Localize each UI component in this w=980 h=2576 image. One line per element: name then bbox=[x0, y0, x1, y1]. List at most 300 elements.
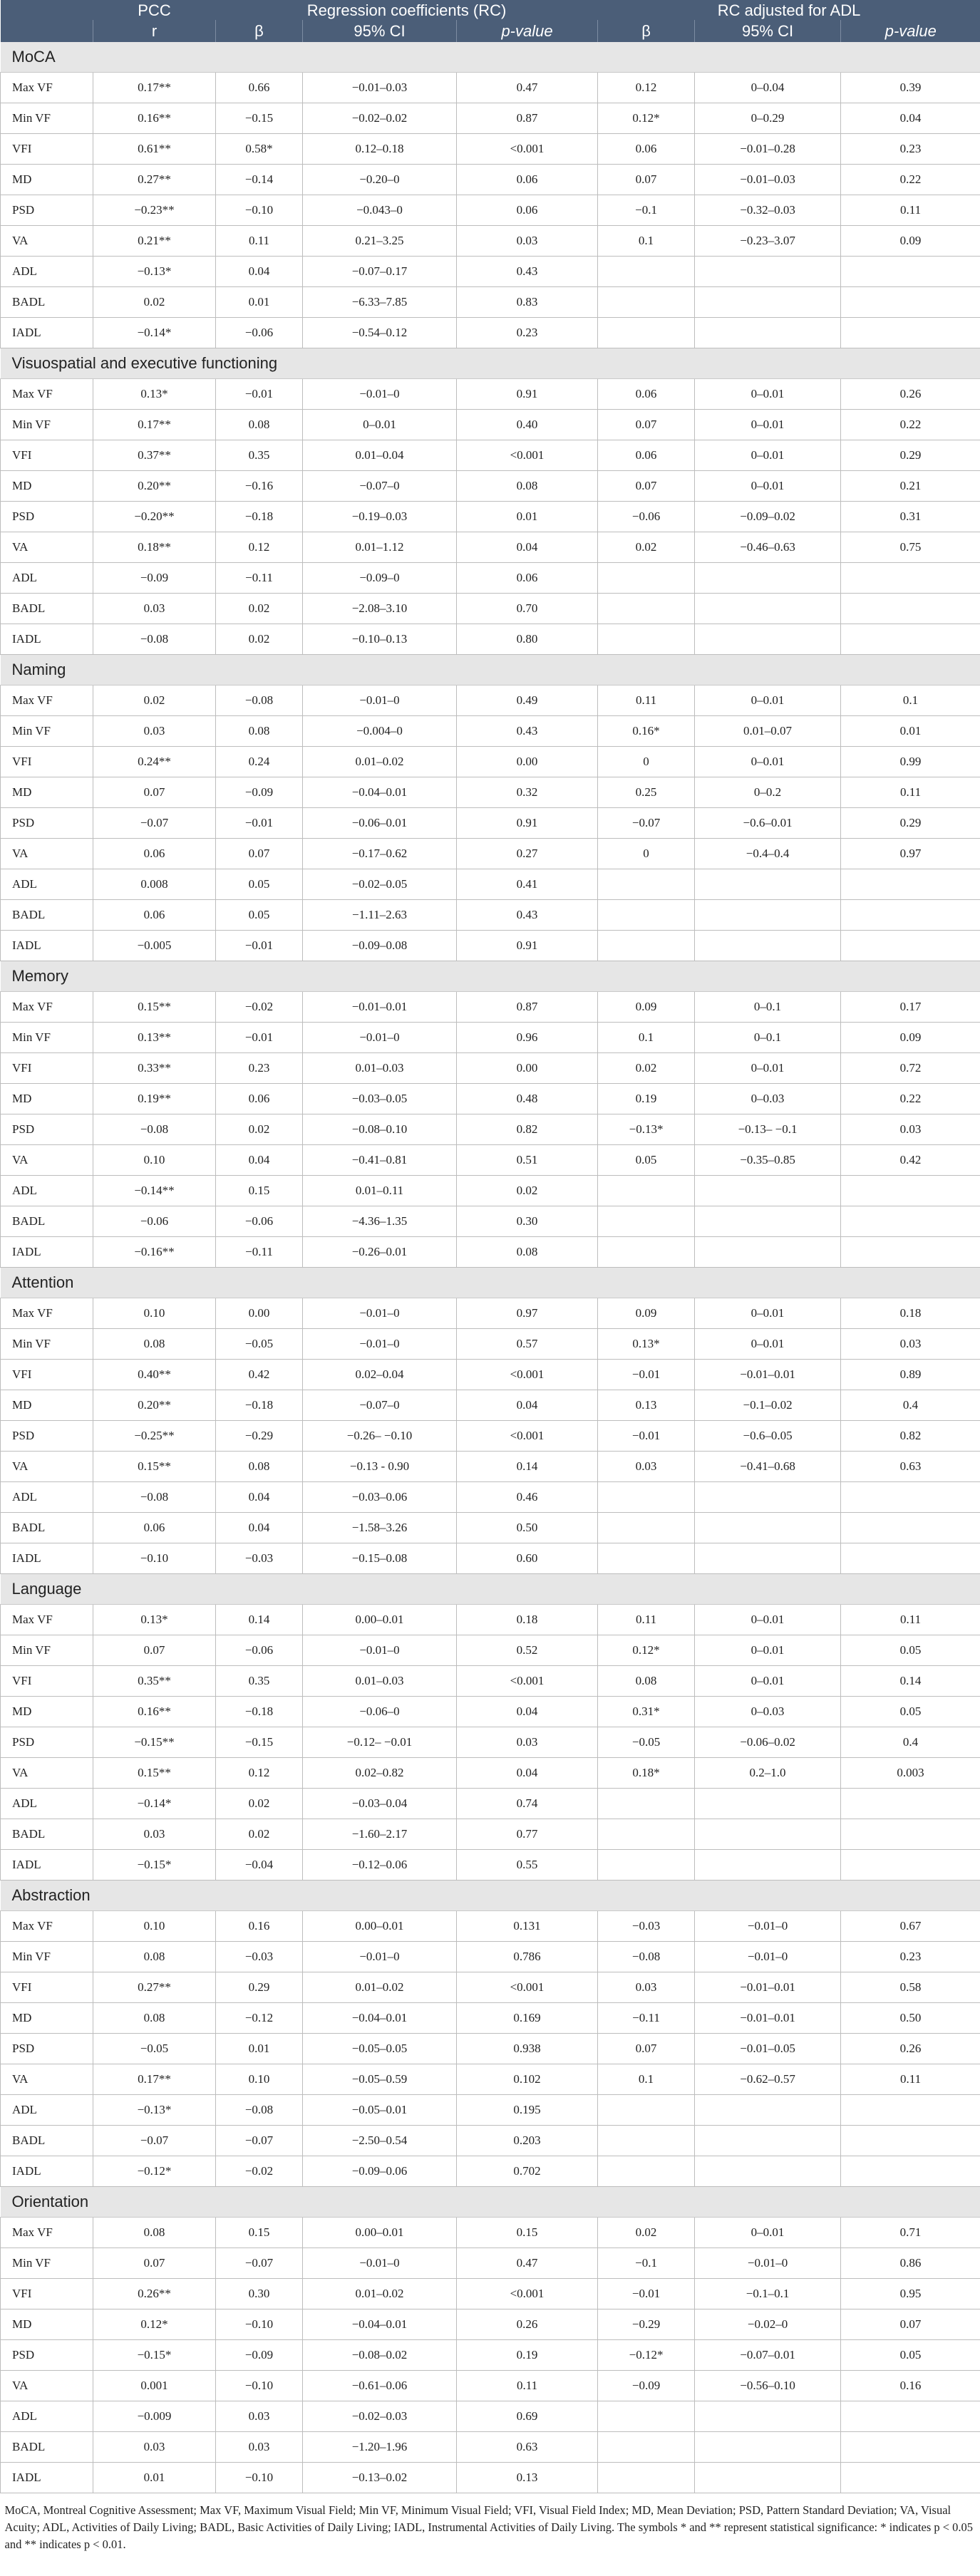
table-row bbox=[1, 1360, 980, 1390]
cell-ci: −0.61–0.06 bbox=[303, 2371, 457, 2401]
cell-adj-beta: 0.06 bbox=[598, 379, 695, 410]
cell-variable: PSD bbox=[1, 2340, 93, 2371]
cell-variable: Min VF bbox=[1, 1942, 93, 1972]
cell-ci: −0.02–0.03 bbox=[303, 2401, 457, 2432]
cell-r: 0.33** bbox=[93, 1053, 216, 1084]
cell-ci: −0.12–0.06 bbox=[303, 1850, 457, 1881]
table-row bbox=[1, 777, 980, 808]
cell-r: 0.15** bbox=[93, 992, 216, 1023]
cell-adj-p-value bbox=[841, 1237, 980, 1268]
cell-adj-p-value: 0.14 bbox=[841, 1666, 980, 1697]
cell-adj-ci bbox=[695, 257, 841, 287]
cell-adj-p-value: 0.09 bbox=[841, 1023, 980, 1053]
cell-beta: −0.15 bbox=[216, 103, 303, 134]
section-row bbox=[1, 42, 980, 73]
cell-beta: 0.35 bbox=[216, 1666, 303, 1697]
cell-adj-ci: −0.01–0.05 bbox=[695, 2034, 841, 2064]
cell-adj-p-value: 0.16 bbox=[841, 2371, 980, 2401]
cell-adj-p-value: 0.09 bbox=[841, 226, 980, 257]
header-adj-beta: β bbox=[598, 20, 695, 42]
cell-adj-beta bbox=[598, 318, 695, 348]
cell-beta: 0.07 bbox=[216, 839, 303, 869]
cell-r: 0.21** bbox=[93, 226, 216, 257]
cell-p-value: 0.41 bbox=[457, 869, 598, 900]
cell-p-value: <0.001 bbox=[457, 1972, 598, 2003]
table-row bbox=[1, 808, 980, 839]
cell-adj-beta: −0.01 bbox=[598, 1360, 695, 1390]
cell-adj-beta: 0.08 bbox=[598, 1666, 695, 1697]
cell-adj-beta: −0.29 bbox=[598, 2309, 695, 2340]
cell-adj-beta: −0.01 bbox=[598, 2279, 695, 2309]
cell-adj-ci: −0.01–0.28 bbox=[695, 134, 841, 165]
cell-beta: −0.03 bbox=[216, 1942, 303, 1972]
cell-adj-p-value: 0.75 bbox=[841, 532, 980, 563]
cell-p-value: 0.195 bbox=[457, 2095, 598, 2126]
cell-p-value: 0.19 bbox=[457, 2340, 598, 2371]
cell-variable: BADL bbox=[1, 594, 93, 624]
cell-r: −0.08 bbox=[93, 1114, 216, 1145]
cell-variable: BADL bbox=[1, 1513, 93, 1543]
cell-r: −0.13* bbox=[93, 2095, 216, 2126]
cell-p-value: 0.11 bbox=[457, 2371, 598, 2401]
cell-variable: ADL bbox=[1, 869, 93, 900]
cell-p-value: 0.06 bbox=[457, 563, 598, 594]
cell-adj-p-value: 0.4 bbox=[841, 1390, 980, 1421]
cell-ci: −0.08–0.10 bbox=[303, 1114, 457, 1145]
cell-ci: −0.09–0 bbox=[303, 563, 457, 594]
cell-variable: Max VF bbox=[1, 686, 93, 716]
cell-adj-ci: 0.01–0.07 bbox=[695, 716, 841, 747]
cell-adj-p-value bbox=[841, 1176, 980, 1206]
cell-adj-ci: −0.01–0 bbox=[695, 1911, 841, 1942]
header-beta: β bbox=[216, 20, 303, 42]
section-title: Language bbox=[1, 1574, 980, 1605]
table-row bbox=[1, 73, 980, 103]
cell-adj-beta: −0.06 bbox=[598, 502, 695, 532]
cell-adj-ci: −0.1–0.1 bbox=[695, 2279, 841, 2309]
cell-variable: MD bbox=[1, 471, 93, 502]
cell-adj-p-value: 0.42 bbox=[841, 1145, 980, 1176]
cell-variable: PSD bbox=[1, 502, 93, 532]
cell-p-value: 0.69 bbox=[457, 2401, 598, 2432]
cell-beta: 0.08 bbox=[216, 1452, 303, 1482]
cell-p-value: 0.23 bbox=[457, 318, 598, 348]
cell-adj-ci bbox=[695, 2126, 841, 2156]
cell-ci: 0.01–0.11 bbox=[303, 1176, 457, 1206]
cell-ci: 0.00–0.01 bbox=[303, 1605, 457, 1635]
cell-adj-p-value: 0.05 bbox=[841, 2340, 980, 2371]
cell-adj-beta bbox=[598, 1850, 695, 1881]
table-row bbox=[1, 103, 980, 134]
table-row bbox=[1, 1145, 980, 1176]
cell-adj-p-value bbox=[841, 287, 980, 318]
cell-adj-ci bbox=[695, 287, 841, 318]
cell-r: −0.07 bbox=[93, 808, 216, 839]
cell-adj-ci bbox=[695, 2156, 841, 2187]
cell-p-value: 0.91 bbox=[457, 808, 598, 839]
cell-r: −0.009 bbox=[93, 2401, 216, 2432]
cell-p-value: <0.001 bbox=[457, 1360, 598, 1390]
cell-beta: 0.58* bbox=[216, 134, 303, 165]
cell-r: 0.08 bbox=[93, 2218, 216, 2248]
cell-adj-p-value: 0.58 bbox=[841, 1972, 980, 2003]
cell-adj-ci bbox=[695, 1513, 841, 1543]
cell-beta: −0.29 bbox=[216, 1421, 303, 1452]
cell-ci: −0.17–0.62 bbox=[303, 839, 457, 869]
cell-adj-beta bbox=[598, 257, 695, 287]
cell-beta: 0.01 bbox=[216, 2034, 303, 2064]
table-row bbox=[1, 1298, 980, 1329]
cell-r: 0.15** bbox=[93, 1452, 216, 1482]
cell-adj-beta: −0.07 bbox=[598, 808, 695, 839]
cell-variable: ADL bbox=[1, 1789, 93, 1819]
cell-p-value: 0.43 bbox=[457, 716, 598, 747]
cell-p-value: <0.001 bbox=[457, 1421, 598, 1452]
section-title: Orientation bbox=[1, 2187, 980, 2218]
cell-adj-p-value: 0.89 bbox=[841, 1360, 980, 1390]
cell-variable: Max VF bbox=[1, 1911, 93, 1942]
cell-adj-p-value: 0.11 bbox=[841, 777, 980, 808]
cell-ci: 0.02–0.82 bbox=[303, 1758, 457, 1789]
cell-p-value: 0.70 bbox=[457, 594, 598, 624]
cell-variable: PSD bbox=[1, 1421, 93, 1452]
cell-p-value: 0.15 bbox=[457, 2218, 598, 2248]
table-row bbox=[1, 2034, 980, 2064]
cell-ci: −1.58–3.26 bbox=[303, 1513, 457, 1543]
cell-p-value: 0.00 bbox=[457, 747, 598, 777]
cell-beta: 0.11 bbox=[216, 226, 303, 257]
cell-adj-beta: 0.12* bbox=[598, 103, 695, 134]
cell-adj-ci: 0–0.1 bbox=[695, 1023, 841, 1053]
table-row bbox=[1, 2003, 980, 2034]
cell-r: −0.15** bbox=[93, 1727, 216, 1758]
cell-p-value: 0.96 bbox=[457, 1023, 598, 1053]
cell-ci: −0.08–0.02 bbox=[303, 2340, 457, 2371]
cell-p-value: 0.00 bbox=[457, 1053, 598, 1084]
cell-adj-ci: 0–0.29 bbox=[695, 103, 841, 134]
cell-adj-beta: 0.1 bbox=[598, 2064, 695, 2095]
cell-variable: BADL bbox=[1, 1206, 93, 1237]
cell-beta: −0.11 bbox=[216, 563, 303, 594]
cell-adj-p-value bbox=[841, 2401, 980, 2432]
cell-r: 0.16** bbox=[93, 1697, 216, 1727]
cell-adj-beta: −0.01 bbox=[598, 1421, 695, 1452]
cell-adj-beta bbox=[598, 594, 695, 624]
cell-beta: 0.00 bbox=[216, 1298, 303, 1329]
cell-adj-ci: −0.02–0 bbox=[695, 2309, 841, 2340]
cell-adj-ci bbox=[695, 1237, 841, 1268]
cell-adj-p-value: 0.11 bbox=[841, 2064, 980, 2095]
cell-ci: −2.08–3.10 bbox=[303, 594, 457, 624]
header-row-top bbox=[1, 0, 980, 20]
table-row bbox=[1, 1329, 980, 1360]
cell-p-value: 0.27 bbox=[457, 839, 598, 869]
cell-p-value: 0.60 bbox=[457, 1543, 598, 1574]
table-row bbox=[1, 1697, 980, 1727]
cell-adj-beta: 0.16* bbox=[598, 716, 695, 747]
cell-ci: −0.26–0.01 bbox=[303, 1237, 457, 1268]
cell-adj-ci: 0–0.01 bbox=[695, 2218, 841, 2248]
cell-beta: −0.11 bbox=[216, 1237, 303, 1268]
cell-beta: −0.18 bbox=[216, 1697, 303, 1727]
cell-ci: −0.01–0 bbox=[303, 1298, 457, 1329]
cell-variable: VFI bbox=[1, 1053, 93, 1084]
table-row bbox=[1, 532, 980, 563]
table-row bbox=[1, 410, 980, 440]
cell-variable: MD bbox=[1, 1084, 93, 1114]
cell-r: 0.26** bbox=[93, 2279, 216, 2309]
cell-adj-beta: −0.08 bbox=[598, 1942, 695, 1972]
cell-p-value: 0.03 bbox=[457, 226, 598, 257]
cell-adj-p-value: 0.11 bbox=[841, 1605, 980, 1635]
cell-beta: −0.02 bbox=[216, 2156, 303, 2187]
cell-p-value: 0.938 bbox=[457, 2034, 598, 2064]
cell-adj-p-value: 0.39 bbox=[841, 73, 980, 103]
cell-adj-ci: −0.01–0.03 bbox=[695, 165, 841, 195]
cell-p-value: 0.63 bbox=[457, 2432, 598, 2463]
cell-adj-beta bbox=[598, 2463, 695, 2493]
header-pcc: PCC bbox=[138, 1, 171, 19]
cell-adj-p-value bbox=[841, 1789, 980, 1819]
cell-p-value: 0.04 bbox=[457, 532, 598, 563]
cell-adj-ci: 0–0.01 bbox=[695, 379, 841, 410]
cell-ci: −1.20–1.96 bbox=[303, 2432, 457, 2463]
cell-adj-beta: 0 bbox=[598, 747, 695, 777]
cell-adj-ci bbox=[695, 1850, 841, 1881]
cell-beta: 0.02 bbox=[216, 1819, 303, 1850]
cell-adj-beta: −0.12* bbox=[598, 2340, 695, 2371]
cell-variable: MD bbox=[1, 2003, 93, 2034]
cell-beta: −0.06 bbox=[216, 1635, 303, 1666]
table-row bbox=[1, 2340, 980, 2371]
cell-variable: Min VF bbox=[1, 1329, 93, 1360]
table-row bbox=[1, 2463, 980, 2493]
cell-ci: −0.10–0.13 bbox=[303, 624, 457, 655]
cell-adj-ci: −0.13– −0.1 bbox=[695, 1114, 841, 1145]
cell-p-value: 0.18 bbox=[457, 1605, 598, 1635]
cell-beta: −0.05 bbox=[216, 1329, 303, 1360]
section-row bbox=[1, 1881, 980, 1911]
cell-adj-ci: 0–0.01 bbox=[695, 471, 841, 502]
cell-variable: IADL bbox=[1, 1237, 93, 1268]
cell-p-value: 0.203 bbox=[457, 2126, 598, 2156]
cell-p-value: 0.03 bbox=[457, 1727, 598, 1758]
cell-ci: 0.01–0.02 bbox=[303, 747, 457, 777]
cell-p-value: <0.001 bbox=[457, 440, 598, 471]
cell-variable: MD bbox=[1, 1390, 93, 1421]
cell-r: −0.005 bbox=[93, 931, 216, 961]
table-row bbox=[1, 1605, 980, 1635]
cell-r: −0.06 bbox=[93, 1206, 216, 1237]
cell-r: 0.12* bbox=[93, 2309, 216, 2340]
cell-r: 0.06 bbox=[93, 900, 216, 931]
cell-beta: 0.10 bbox=[216, 2064, 303, 2095]
cell-adj-p-value: 0.67 bbox=[841, 1911, 980, 1942]
cell-adj-beta: −0.09 bbox=[598, 2371, 695, 2401]
table-row bbox=[1, 2371, 980, 2401]
cell-r: −0.05 bbox=[93, 2034, 216, 2064]
cell-adj-beta: 0.13 bbox=[598, 1390, 695, 1421]
cell-beta: −0.01 bbox=[216, 1023, 303, 1053]
cell-r: −0.10 bbox=[93, 1543, 216, 1574]
cell-r: 0.35** bbox=[93, 1666, 216, 1697]
cell-beta: −0.10 bbox=[216, 195, 303, 226]
cell-r: 0.27** bbox=[93, 165, 216, 195]
cell-beta: −0.08 bbox=[216, 2095, 303, 2126]
cell-ci: −1.60–2.17 bbox=[303, 1819, 457, 1850]
section-title: Attention bbox=[1, 1268, 980, 1298]
cell-adj-beta: 0.12 bbox=[598, 73, 695, 103]
header-blank bbox=[1, 0, 93, 20]
cell-beta: −0.07 bbox=[216, 2248, 303, 2279]
cell-r: 0.27** bbox=[93, 1972, 216, 2003]
cell-r: −0.07 bbox=[93, 2126, 216, 2156]
cell-p-value: 0.47 bbox=[457, 2248, 598, 2279]
cell-ci: −0.04–0.01 bbox=[303, 777, 457, 808]
table-row bbox=[1, 226, 980, 257]
cell-adj-ci: 0–0.01 bbox=[695, 440, 841, 471]
cell-p-value: <0.001 bbox=[457, 134, 598, 165]
cell-ci: −0.004–0 bbox=[303, 716, 457, 747]
cell-r: −0.15* bbox=[93, 2340, 216, 2371]
section-row bbox=[1, 655, 980, 686]
table-row bbox=[1, 1942, 980, 1972]
table-row bbox=[1, 1482, 980, 1513]
cell-adj-p-value: 0.23 bbox=[841, 134, 980, 165]
cell-adj-ci: −0.6–0.05 bbox=[695, 1421, 841, 1452]
cell-adj-ci bbox=[695, 563, 841, 594]
cell-adj-beta bbox=[598, 1543, 695, 1574]
cell-p-value: 0.49 bbox=[457, 686, 598, 716]
cell-beta: −0.14 bbox=[216, 165, 303, 195]
cell-beta: −0.08 bbox=[216, 686, 303, 716]
cell-adj-p-value: 0.97 bbox=[841, 839, 980, 869]
cell-adj-ci: −0.07–0.01 bbox=[695, 2340, 841, 2371]
table-row bbox=[1, 1114, 980, 1145]
table-row bbox=[1, 2432, 980, 2463]
cell-variable: MD bbox=[1, 777, 93, 808]
cell-ci: 0.01–0.03 bbox=[303, 1053, 457, 1084]
cell-ci: 0.00–0.01 bbox=[303, 2218, 457, 2248]
cell-adj-beta: 0.1 bbox=[598, 1023, 695, 1053]
section-title: Naming bbox=[1, 655, 980, 686]
cell-beta: −0.07 bbox=[216, 2126, 303, 2156]
cell-adj-ci: −0.23–3.07 bbox=[695, 226, 841, 257]
cell-ci: −2.50–0.54 bbox=[303, 2126, 457, 2156]
cell-adj-p-value bbox=[841, 594, 980, 624]
cell-p-value: 0.01 bbox=[457, 502, 598, 532]
cell-p-value: 0.74 bbox=[457, 1789, 598, 1819]
cell-ci: 0.01–0.02 bbox=[303, 1972, 457, 2003]
cell-ci: −0.04–0.01 bbox=[303, 2309, 457, 2340]
cell-adj-ci bbox=[695, 900, 841, 931]
cell-adj-p-value: 0.95 bbox=[841, 2279, 980, 2309]
cell-variable: Min VF bbox=[1, 1635, 93, 1666]
cell-adj-p-value bbox=[841, 2126, 980, 2156]
cell-ci: −0.41–0.81 bbox=[303, 1145, 457, 1176]
cell-adj-p-value: 0.03 bbox=[841, 1329, 980, 1360]
cell-adj-beta bbox=[598, 900, 695, 931]
table-row bbox=[1, 2126, 980, 2156]
cell-r: −0.23** bbox=[93, 195, 216, 226]
cell-beta: −0.01 bbox=[216, 808, 303, 839]
cell-p-value: 0.06 bbox=[457, 195, 598, 226]
cell-beta: −0.09 bbox=[216, 777, 303, 808]
cell-beta: 0.29 bbox=[216, 1972, 303, 2003]
header-adj-p-value: p-value bbox=[884, 21, 937, 40]
cell-adj-ci: 0–0.01 bbox=[695, 1605, 841, 1635]
cell-beta: 0.23 bbox=[216, 1053, 303, 1084]
cell-r: 0.02 bbox=[93, 287, 216, 318]
cell-adj-beta: 0.13* bbox=[598, 1329, 695, 1360]
cell-beta: 0.08 bbox=[216, 716, 303, 747]
cell-r: 0.06 bbox=[93, 1513, 216, 1543]
cell-adj-beta bbox=[598, 1513, 695, 1543]
cell-ci: 0.01–0.04 bbox=[303, 440, 457, 471]
cell-r: −0.14* bbox=[93, 1789, 216, 1819]
cell-adj-p-value: 0.22 bbox=[841, 410, 980, 440]
cell-p-value: 0.102 bbox=[457, 2064, 598, 2095]
cell-p-value: 0.04 bbox=[457, 1697, 598, 1727]
cell-p-value: 0.48 bbox=[457, 1084, 598, 1114]
cell-adj-p-value bbox=[841, 1850, 980, 1881]
cell-p-value: <0.001 bbox=[457, 1666, 598, 1697]
table-row bbox=[1, 2401, 980, 2432]
cell-variable: VA bbox=[1, 2371, 93, 2401]
cell-adj-beta: −0.13* bbox=[598, 1114, 695, 1145]
cell-variable: Min VF bbox=[1, 1023, 93, 1053]
cell-variable: Min VF bbox=[1, 716, 93, 747]
cell-r: 0.06 bbox=[93, 839, 216, 869]
cell-adj-ci bbox=[695, 869, 841, 900]
cell-adj-p-value bbox=[841, 318, 980, 348]
cell-adj-ci bbox=[695, 2401, 841, 2432]
cell-adj-beta: −0.03 bbox=[598, 1911, 695, 1942]
cell-p-value: 0.30 bbox=[457, 1206, 598, 1237]
cell-r: 0.15** bbox=[93, 1758, 216, 1789]
cell-ci: −0.09–0.06 bbox=[303, 2156, 457, 2187]
cell-r: 0.07 bbox=[93, 2248, 216, 2279]
section-title: Abstraction bbox=[1, 1881, 980, 1911]
cell-adj-beta bbox=[598, 2095, 695, 2126]
header-regression-coefficients: Regression coefficients (RC) bbox=[306, 1, 507, 19]
cell-r: 0.24** bbox=[93, 747, 216, 777]
cell-p-value: 0.57 bbox=[457, 1329, 598, 1360]
header-rc-adjusted: RC adjusted for ADL bbox=[717, 1, 861, 19]
cell-ci: −0.05–0.59 bbox=[303, 2064, 457, 2095]
table-row bbox=[1, 2095, 980, 2126]
cell-adj-ci bbox=[695, 931, 841, 961]
cell-variable: PSD bbox=[1, 1727, 93, 1758]
section-row bbox=[1, 2187, 980, 2218]
cell-variable: Max VF bbox=[1, 2218, 93, 2248]
table-row bbox=[1, 1421, 980, 1452]
cell-variable: BADL bbox=[1, 2126, 93, 2156]
cell-p-value: 0.50 bbox=[457, 1513, 598, 1543]
cell-variable: BADL bbox=[1, 2432, 93, 2463]
cell-beta: 0.66 bbox=[216, 73, 303, 103]
cell-beta: 0.04 bbox=[216, 1513, 303, 1543]
cell-adj-p-value: 0.99 bbox=[841, 747, 980, 777]
cell-variable: VA bbox=[1, 1145, 93, 1176]
header-adj-ci: 95% CI bbox=[695, 20, 841, 42]
cell-variable: VA bbox=[1, 839, 93, 869]
cell-adj-beta: −0.11 bbox=[598, 2003, 695, 2034]
table-row bbox=[1, 1053, 980, 1084]
section-row bbox=[1, 961, 980, 992]
cell-r: 0.03 bbox=[93, 716, 216, 747]
cell-p-value: 0.47 bbox=[457, 73, 598, 103]
